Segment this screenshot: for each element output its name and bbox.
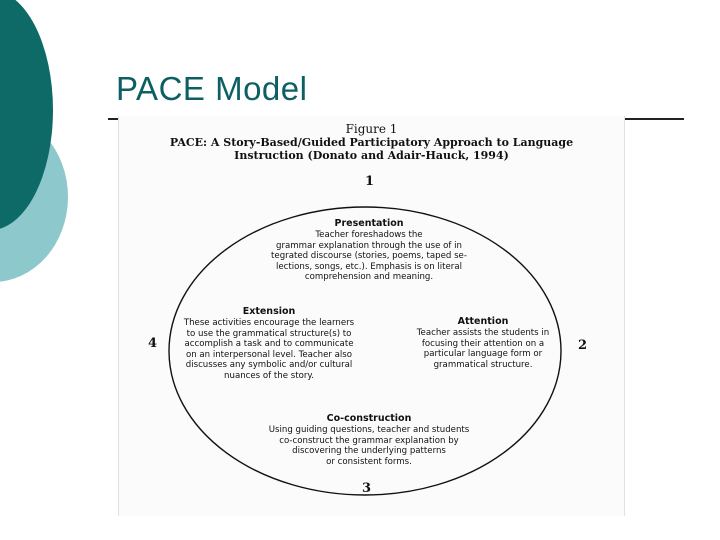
stage-title: Attention	[457, 316, 509, 327]
stage-text-line: discusses any symbolic and/or cultural	[185, 360, 353, 371]
figure-label: Figure 1	[345, 122, 398, 136]
slide-title: PACE Model	[116, 70, 308, 107]
figure-image	[118, 116, 625, 516]
stage-number-3: 3	[362, 481, 372, 496]
stage-text-line: accomplish a task and to communicate	[184, 339, 354, 350]
stage-number-4: 4	[148, 336, 158, 351]
stage-text-line: or consistent forms.	[326, 456, 412, 467]
stage-presentation	[249, 218, 489, 283]
figure-title-line-1: PACE: A Story-Based/Guided Participatory Approach to Language	[169, 136, 574, 149]
stage-text-line: focusing their attention on a	[421, 338, 545, 349]
stage-extension	[169, 306, 369, 382]
stage-number-1: 1	[365, 174, 375, 189]
figure-title-line-2: Instruction (Donato and Adair-Hauck, 1994)	[234, 149, 509, 162]
stage-title: Presentation	[334, 218, 404, 229]
stage-text-line: nuances of the story.	[224, 370, 314, 381]
stage-text-line: Using guiding questions, teacher and students	[268, 425, 470, 435]
stage-co-construction	[249, 413, 489, 467]
stage-text-line: co-construct the grammar explanation by	[279, 435, 459, 446]
stage-text-line: on an interpersonal level. Teacher also	[185, 349, 353, 360]
stage-title: Co-construction	[326, 413, 412, 424]
stage-number-2: 2	[578, 338, 588, 353]
stage-text-line: discovering the underlying patterns	[292, 446, 446, 457]
stage-text-line: grammatical structure.	[433, 359, 533, 370]
stage-attention	[401, 316, 565, 370]
stage-title: Extension	[242, 306, 296, 317]
stage-text-line: lections, songs, etc.). Emphasis is on literal	[275, 261, 462, 272]
stage-text-line: These activities encourage the learners	[183, 318, 355, 328]
stage-text-line: to use the grammatical structure(s) to	[186, 328, 352, 339]
stage-text-line: particular language form or	[423, 349, 543, 360]
stage-text-line: tegrated discourse (stories, poems, taped se-	[271, 251, 467, 262]
stage-text-line: comprehension and meaning.	[304, 272, 434, 283]
stage-text-line: Teacher assists the students in	[416, 328, 550, 338]
stage-text-line: Teacher foreshadows the	[315, 230, 423, 240]
stage-text-line: grammar explanation through the use of in	[276, 240, 462, 251]
